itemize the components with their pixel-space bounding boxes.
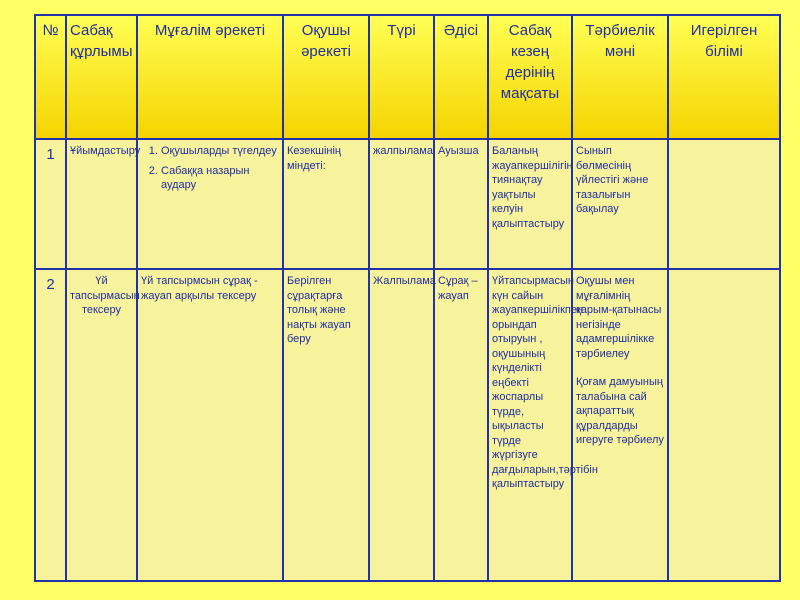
cell-acquired-knowledge (668, 139, 780, 269)
table-row (35, 269, 780, 581)
row-number: 2 (35, 269, 66, 581)
cell-acquired-knowledge (668, 269, 780, 581)
cell-student-action: Кезекшінің міндеті: (283, 139, 369, 269)
row-number: 1 (35, 139, 66, 269)
header-num: № (35, 15, 66, 139)
header-teacher-action: Мұғалім әрекеті (137, 15, 283, 139)
header-method: Әдісі (434, 15, 488, 139)
cell-educational-value (572, 269, 668, 581)
cell-method: Сұрақ – жауап (434, 269, 488, 581)
cell-teacher-action: Үй тапсырмсын сұрақ - жауап арқылы тексеру (137, 269, 283, 581)
paragraph-gap (576, 361, 664, 375)
list-item: 1. Оқушыларды түгелдеу (161, 144, 279, 159)
cell-type: жалпылама (369, 139, 434, 269)
header-goal: Сабақ кезең дерінің мақсаты (488, 15, 572, 139)
cell-goal: Үйтапсырмасын күн сайын жауапкершілікпен орындап отыруын , оқушының күнделікті еңбекті жоспарлы түрде, ықыласты түрде жүргізуге дағдыларын,тәртібін қалыптастыру (488, 269, 572, 581)
cell-goal: Баланың жауапкершілігін тиянақтау уақтылы келуін қалыптастыру (488, 139, 572, 269)
header-stage: Сабақ құрлымы (66, 15, 137, 139)
teacher-action-list (141, 144, 279, 193)
cell-stage: Ұйымдастыру (66, 139, 137, 269)
cell-teacher-action (137, 139, 283, 269)
value-paragraph: Оқушы мен мұғалімнің қарым-қатынасы негізінде адамгершілікке тәрбиелеу (576, 275, 662, 360)
cell-student-action: Берілген сұрақтарға толық және нақты жауап беру (283, 269, 369, 581)
lesson-plan-table (34, 14, 781, 582)
cell-educational-value: Сынып бөлмесінің үйлестігі және тазалығын бақылау (572, 139, 668, 269)
cell-type: Жалпылама (369, 269, 434, 581)
value-paragraph: Қоғам дамуының талабына сай ақпараттық құралдарды игеруге тәрбиелу (576, 376, 664, 446)
header-type: Түрі (369, 15, 434, 139)
list-item: 2. Сабаққа назарын аудару (161, 164, 279, 193)
header-row (35, 15, 780, 139)
header-educational-value: Тәрбиелік мәні (572, 15, 668, 139)
cell-stage: Үй тапсырмасын тексеру (66, 269, 137, 581)
cell-method: Ауызша (434, 139, 488, 269)
header-student-action: Оқушы әрекеті (283, 15, 369, 139)
header-acquired-knowledge: Игерілген білімі (668, 15, 780, 139)
table-row (35, 139, 780, 269)
